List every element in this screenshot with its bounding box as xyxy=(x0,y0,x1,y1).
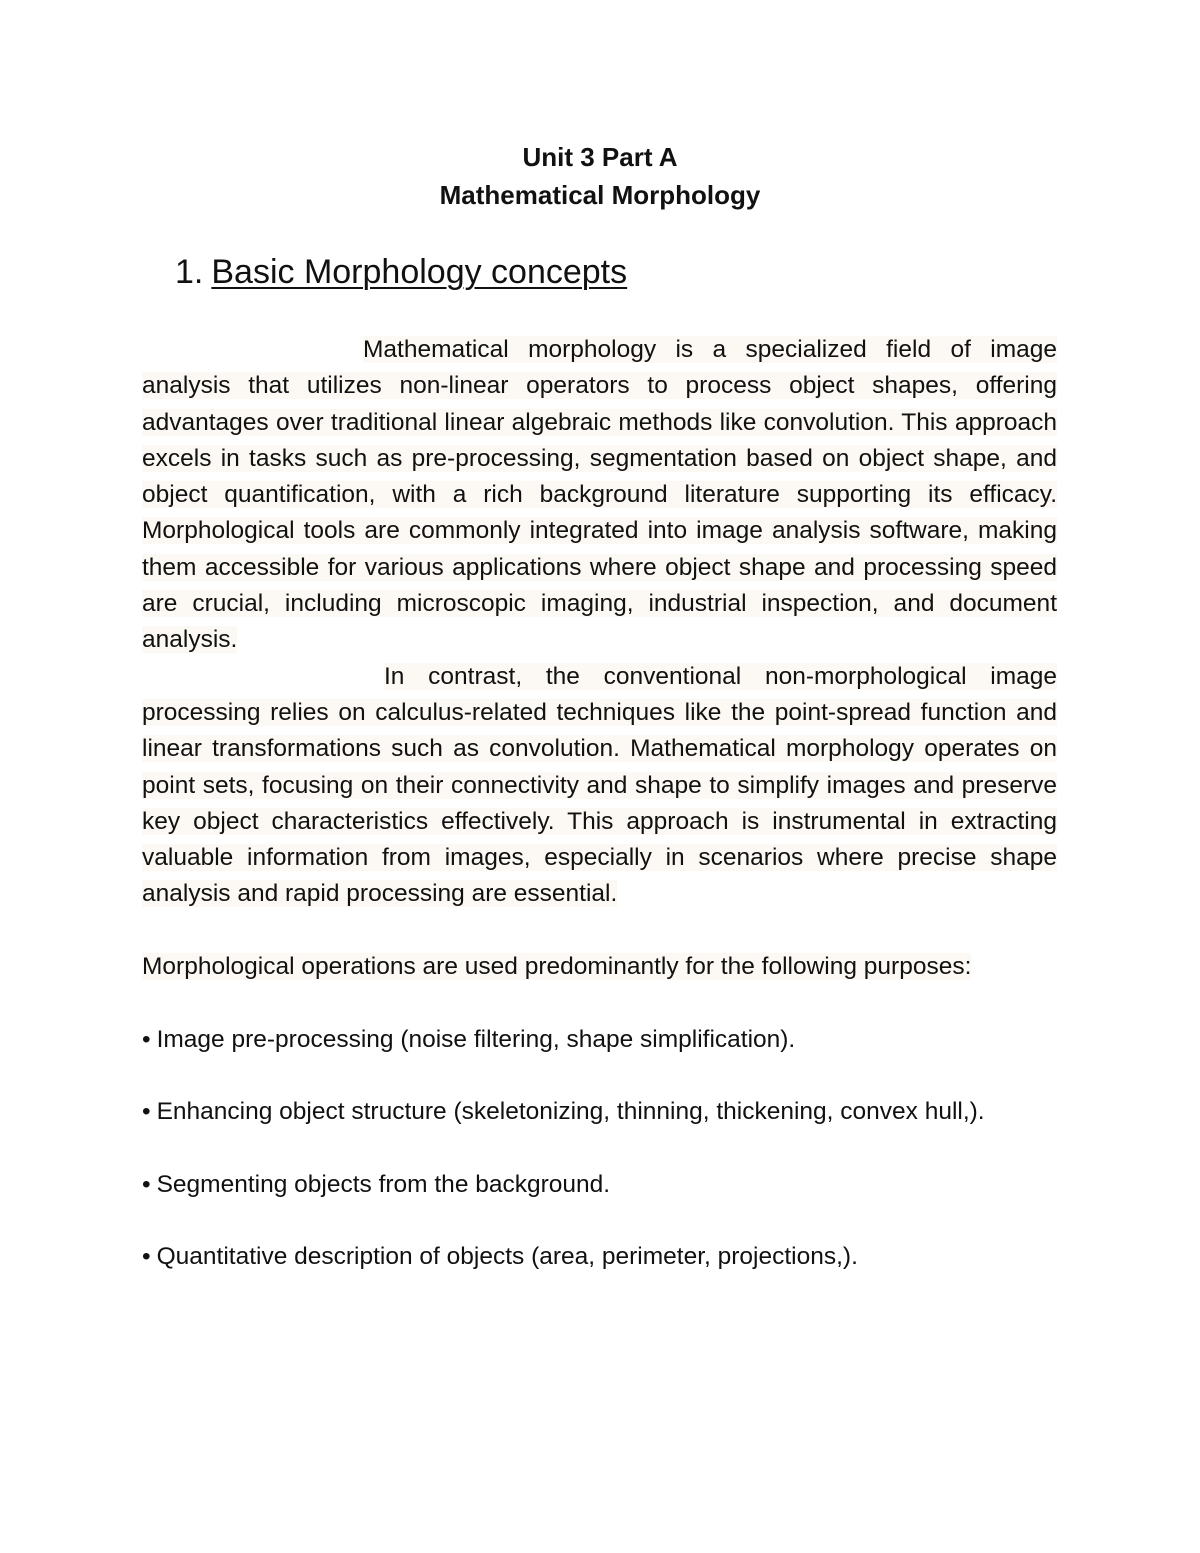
paragraph-intro xyxy=(142,332,1057,659)
bullet-text: Enhancing object structure (skeletonizing, thinning, thickening, convex hull,). xyxy=(156,1098,985,1126)
bullet-icon: • xyxy=(142,1170,151,1198)
title-block xyxy=(0,138,1200,214)
bullet-text: Segmenting objects from the background. xyxy=(156,1170,611,1198)
section-title: Basic Morphology concepts xyxy=(211,253,628,291)
section-heading xyxy=(175,250,627,294)
spacer xyxy=(142,1203,1057,1239)
paragraph-contrast xyxy=(142,659,1057,913)
document-body xyxy=(142,332,1057,1276)
bullet-item xyxy=(142,1094,1057,1130)
spacer xyxy=(142,1058,1057,1094)
paragraph-purposes xyxy=(142,949,1057,985)
paragraph-text: Mathematical morphology is a specialized field of image analysis that utilizes non-linear operators to process object shapes, offering advantages over traditional linear algebraic methods like convolution. This approach excels in tasks such as pre-processing, segmentation based on object shape, and object quantification, with a rich background literature supporting its efficacy. Morphological tools are commonly integrated into image analysis software, making them accessible for various applications where object shape and processing speed are crucial, including microscopic imaging, industrial inspection, and document analysis. xyxy=(142,336,1057,654)
spacer xyxy=(142,913,1057,949)
bullet-text: Image pre-processing (noise filtering, shape simplification). xyxy=(156,1025,796,1053)
section-number: 1. xyxy=(175,253,204,291)
bullet-icon: • xyxy=(142,1025,151,1053)
document-subtitle: Mathematical Morphology xyxy=(439,180,761,210)
spacer xyxy=(142,985,1057,1021)
paragraph-text: Morphological operations are used predominantly for the following purposes: xyxy=(142,953,972,981)
bullet-icon: • xyxy=(142,1243,151,1271)
bullet-item xyxy=(142,1239,1057,1275)
bullet-icon: • xyxy=(142,1098,151,1126)
paragraph-text: In contrast, the conventional non-morphological image processing relies on calculus-related techniques like the point-spread function and linear transformations such as convolution. Mathematical morphology operates on point sets, focusing on their connectivity and shape to simplify images and preserve key object characteristics effectively. This approach is instrumental in extracting valuable information from images, especially in scenarios where precise shape analysis and rapid processing are essential. xyxy=(142,662,1057,908)
bullet-text: Quantitative description of objects (area, perimeter, projections,). xyxy=(156,1243,858,1271)
bullet-item xyxy=(142,1167,1057,1203)
bullet-item xyxy=(142,1022,1057,1058)
spacer xyxy=(142,1131,1057,1167)
document-title: Unit 3 Part A xyxy=(522,142,678,172)
